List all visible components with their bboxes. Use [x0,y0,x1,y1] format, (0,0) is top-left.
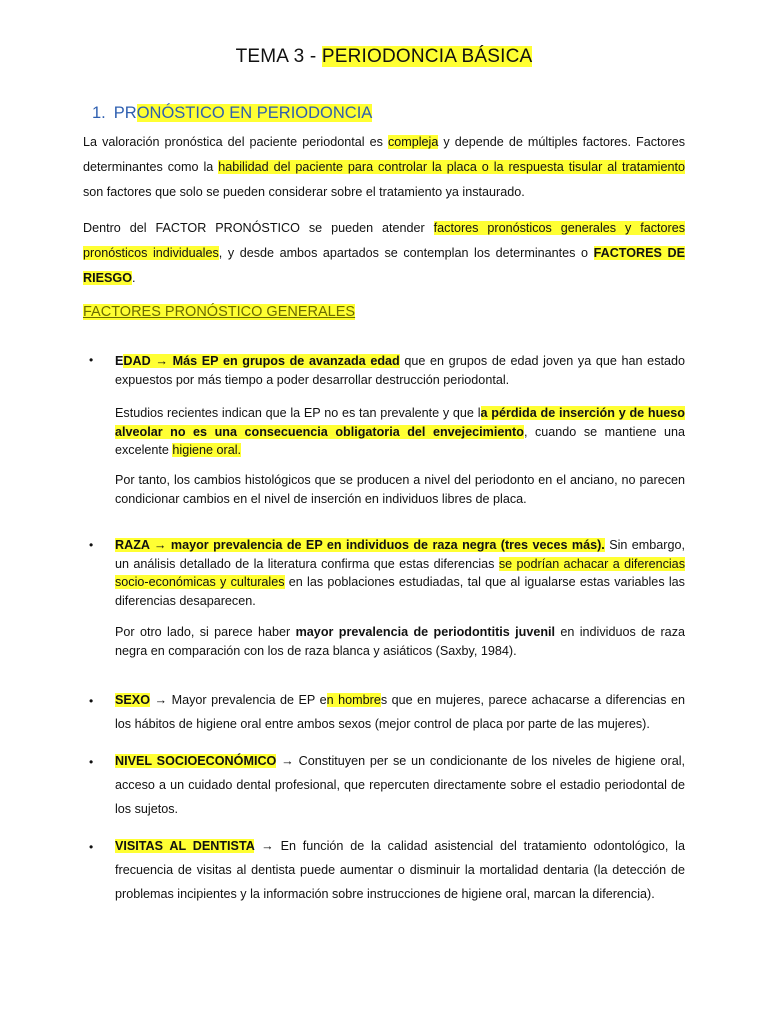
edad-p2-highlight-1: a pérdida de inserción y de hueso alveolar no es una consecuencia obligatoria del envejecimiento [115,406,685,439]
raza-p2-text-2: en individuos de raza negra en comparación con los de raza blanca y asiáticos (Saxby, 1984). [115,625,685,658]
arrow-icon: → [276,754,299,768]
raza-text-2: en las poblaciones estudiadas, tal que al igualarse estas variables las diferencias desaparecen. [115,575,685,608]
edad-p2-text-1: Estudios recientes indican que la EP no es tan prevalente y que l [115,406,481,420]
edad-initial: E [115,354,124,368]
raza-p2-bold: mayor prevalencia de periodontitis juvenil [295,625,556,639]
factor-highlight-1: factores pronósticos generales y factores pronósticos individuales [83,221,685,260]
subheading: FACTORES PRONÓSTICO GENERALES [83,304,356,320]
raza-p2-text-1: Por otro lado, si parece haber [115,625,296,639]
edad-paragraph-3: Por tanto, los cambios histológicos que se producen a nivel del periodonto en el anciano, no parecen condicionar cambios en el nivel de inserción en individuos libres de placa. [115,473,685,506]
sexo-text-1: → Mayor prevalencia de EP e [150,693,327,707]
bullet-icon: • [89,755,94,769]
visitas-highlight: VISITAS AL DENTISTA [115,839,255,853]
edad-highlight: DAD → Más EP en grupos de avanzada edad [123,354,400,368]
page-title [0,46,768,68]
visitas-paragraph [115,834,685,906]
factor-text-4: . [132,271,136,285]
nivel-highlight: NIVEL SOCIOECONÓMICO [115,754,277,768]
nivel-text: Constituyen per se un condicionante de los niveles de higiene oral, acceso a un cuidado dental profesional, que repercuten directamente sobre el estadio periodontal de los sujetos. [115,754,685,816]
sexo-paragraph [115,688,685,736]
edad-p2-text-2: , cuando se mantiene una excelente [115,424,685,457]
title-prefix: TEMA 3 - [235,46,322,67]
sexo-highlight-1: SEXO [115,693,150,707]
bullet-icon: • [89,538,94,552]
bullet-icon: • [89,694,94,708]
raza-paragraph-2 [115,623,685,660]
section-heading [92,104,372,123]
intro-text-3: son factores que solo se pueden considerar sobre el tratamiento ya instaurado. [83,185,525,199]
edad-text: que en grupos de edad joven ya que han estado expuestos por más tiempo a poder desarrollar destrucción periodontal. [115,354,685,387]
intro-paragraph [83,130,685,205]
section-number: 1. [92,104,106,122]
bullet-icon: • [89,840,94,854]
title-highlight: PERIODONCIA BÁSICA [321,46,533,67]
intro-highlight-1: compleja [387,135,439,149]
sexo-text-2: s que en mujeres, parece achacarse a diferencias en los hábitos de higiene oral entre ambos sexos (mejor control de placa por parte de las mujeres). [115,693,685,731]
section-heading-start: PR [113,104,137,122]
intro-text-2: y depende de múltiples factores. Factores determinantes como la [83,135,686,174]
raza-highlight-1: RAZA → mayor prevalencia de EP en individuos de raza negra (tres veces más). [115,538,605,552]
sexo-highlight-2: n hombre [326,693,381,707]
nivel-paragraph [115,749,685,821]
factor-paragraph [83,216,685,291]
factor-highlight-2: FACTORES DE RIESGO [83,246,686,285]
edad-paragraph [115,352,685,389]
edad-paragraph-2 [115,404,685,460]
factor-text-1: Dentro del [83,221,156,235]
factor-text-2: se pueden atender [299,221,434,235]
raza-highlight-2: se podrían achacar a diferencias socio-económicas y culturales [115,556,685,589]
factor-text-3: , y desde ambos apartados se contemplan los determinantes o [218,246,594,260]
factor-bold: FACTOR PRONÓSTICO [155,221,300,235]
intro-text-1: La valoración pronóstica del paciente periodontal es [83,135,388,149]
bullet-icon: • [89,353,94,367]
section-heading-highlight: ONÓSTICO EN PERIODONCIA [136,104,373,122]
arrow-icon: → [254,839,281,853]
raza-paragraph [115,536,685,610]
raza-text-1: Sin embargo, un análisis detallado de la literatura confirma que estas diferencias [115,538,686,571]
edad-p2-highlight-2: higiene oral. [172,443,242,457]
visitas-text: En función de la calidad asistencial del tratamiento odontológico, la frecuencia de visitas al dentista puede aumentar o disminuir la mortalidad dentaria (la detección de problemas incipientes y la información sobre instrucciones de higiene oral, marcan la diferencia). [115,839,685,901]
intro-highlight-2: habilidad del paciente para controlar la placa o la respuesta tisular al tratamiento [218,160,685,174]
